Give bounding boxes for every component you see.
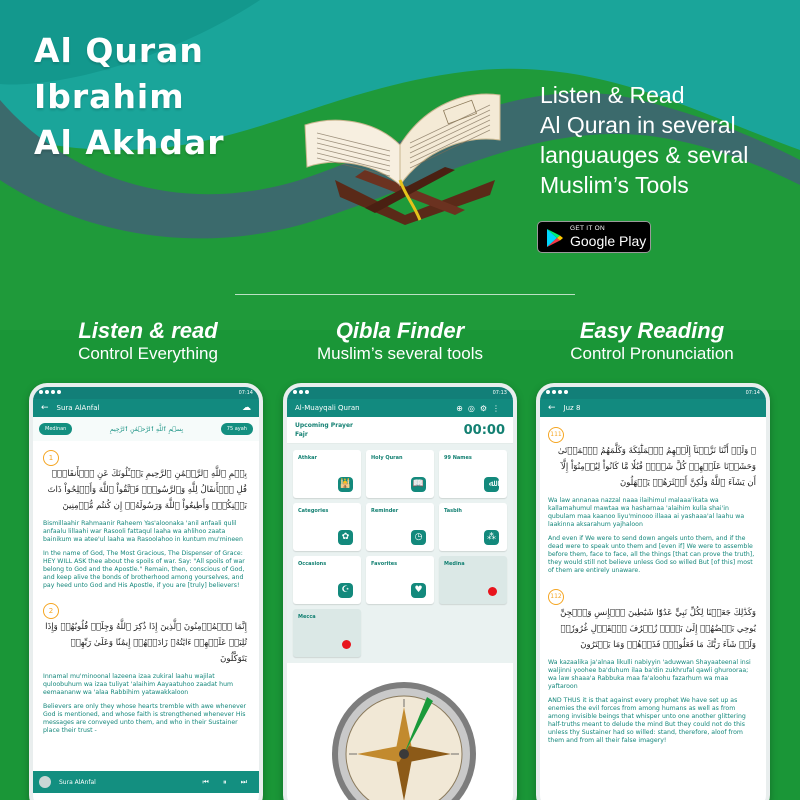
tile-athkar[interactable]	[293, 450, 361, 498]
verse-transliteration: Wa law annanaa nazzal naaa ilaihimul malaaa'ikata wa kallamahumul mawtaa wa hasharnaa 'alaihim kulla shai'in qubulam maa kaanoo liyu'minooo illaaa ai yashaaa'al laahu wa laakinna aksarahum yajhaloon	[548, 497, 745, 528]
revelation-badge: Medinan	[39, 423, 72, 435]
tile-medina[interactable]	[439, 556, 507, 604]
clock-icon: ◷	[411, 530, 426, 545]
surah-info-bar	[33, 417, 259, 441]
status-bar	[287, 387, 513, 399]
tile-favorites[interactable]	[366, 556, 434, 604]
feature-title: Qibla Finder	[335, 318, 465, 343]
verse-translation: Believers are only they whose hearts tremble with awe whenever God is mentioned, and whose faith is strengthened whenever His messages are conveyed unto them, and who in their Sustainer place their trust -	[43, 703, 247, 734]
record-dot-icon	[488, 587, 497, 596]
feature-title: Listen & read	[78, 318, 218, 343]
notification-dots	[546, 390, 570, 396]
verse-arabic: إِنَّمَا ٱلۡمُؤۡمِنُونَ ٱلَّذِينَ إِذَا ذُكِرَ ٱللَّهُ وَجِلَتۡ قُلُوبُهُمۡ وَإِذَا تُلِيَتۡ عَلَيۡهِمۡ ءَايَٰتُهُۥ زَادَتۡهُمۡ إِيمَٰنٗا وَعَلَىٰ رَبِّهِمۡ يَتَوَكَّلُونَ	[45, 622, 247, 664]
title-line-3: Al Akhdar	[34, 123, 225, 162]
tile-label: Medina	[444, 561, 465, 567]
categories-icon: ✿	[338, 530, 353, 545]
status-time: 07:14	[745, 390, 760, 396]
player-controls[interactable]: ⏮ ⏸ ⏭	[202, 777, 253, 786]
tile-label: Tasbih	[444, 508, 462, 514]
section-divider	[235, 294, 575, 295]
player-title: Sura AlAnfal	[59, 778, 96, 786]
status-time: 07:13	[492, 390, 507, 396]
verse-item[interactable]	[540, 417, 766, 579]
feature-listen	[18, 318, 278, 364]
verse-number: 112	[548, 589, 564, 605]
feature-subtitle: Control Everything	[78, 344, 218, 363]
tile-label: Occasions	[298, 561, 327, 567]
app-bar	[540, 399, 766, 417]
tile-label: Categories	[298, 508, 329, 514]
app-title	[34, 28, 224, 166]
feature-reading	[522, 318, 782, 364]
verse-transliteration: Bismillaahir Rahmaanir Raheem Yas'aloonaka 'anil anfaali qulil anfaalu lillaahi war Rasooli fattaqul laaha wa ahlihoo zaata bainikum wa atee'ul laaha wa Rasoolahoo in kuntum mu'mineen	[43, 520, 243, 543]
verse-translation: In the name of God, The Most Gracious, The Dispenser of Grace: HEY WILL ASK thee about the spoils of war. Say: "All spoils of war belong to God and the Apostle." Remain, then, conscious of God, and keep alive the bonds of brotherhood among yourselves, and pay heed unto God and His Apostle, if you are [truly] believers!	[43, 550, 245, 589]
qibla-compass-icon[interactable]	[329, 679, 479, 800]
back-arrow-icon[interactable]: ←	[548, 403, 556, 413]
tile-reminder[interactable]	[366, 503, 434, 551]
tile-label: 99 Names	[444, 455, 472, 461]
verse-translation: And even if We were to send down angels unto them, and if the dead were to speak unto them and [even if] We were to assemble before them, face to face, all the things [that can prove the truth], they would still not believe unless God so willed But [of this] most of them are entirely unaware.	[548, 535, 755, 574]
download-cloud-icon[interactable]: ☁	[242, 403, 251, 413]
tile-label: Mecca	[298, 614, 316, 620]
quran-icon: 📖	[411, 477, 426, 492]
notification-dots	[39, 390, 63, 396]
tasbih-icon: ⁂	[484, 530, 499, 545]
feature-subtitle: Muslim’s several tools	[317, 344, 483, 363]
phone-qibla-tools	[283, 383, 517, 800]
basmala: بِسۡمِ ٱللَّهِ ٱلرَّحۡمَٰنِ ٱلرَّحِيمِ	[110, 425, 184, 433]
app-bar	[33, 399, 259, 417]
tagline	[540, 80, 748, 200]
names-icon: ﷲ	[484, 477, 499, 492]
verse-arabic: وَكَذَٰلِكَ جَعَلۡنَا لِكُلِّ نَبِيٍّ عَدُوّٗا شَيَٰطِينَ ٱلۡإِنسِ وَٱلۡجِنِّ يُوحِي بَعۡضُهُمۡ إِلَىٰ بَعۡضٖ زُخۡرُفَ ٱلۡقَوۡلِ غُرُورٗاۚ وَلَوۡ شَآءَ رَبُّكَ مَا فَعَلُوهُۖ فَذَرۡهُمۡ وَمَا يَفۡتَرُونَ	[560, 608, 756, 650]
notification-dots	[293, 390, 311, 396]
google-play-icon	[546, 228, 564, 248]
tile-tasbih[interactable]	[439, 503, 507, 551]
verse-translation: AND THUS it is that against every prophet We have set up as enemies the evil forces from among humans as well as from among invisible beings that whisper unto one another glittering half-truths meant to delude the mind But they could not do this unless thy Sustainer had so willed: stand, therefore, aloof from them and from all their false imagery!	[548, 697, 746, 744]
verse-transliteration: Innamal mu'minoonal lazeena izaa zukiral laahu wajilat quloobuhum wa izaa tuliyat 'alaihim Aayaatuhoo zaadat hum eemaananw wa 'alaa Rabbihim yatawakkaloon	[43, 673, 234, 696]
prayer-label: Upcoming Prayer	[295, 422, 353, 429]
app-bar-title: Juz 8	[563, 404, 581, 412]
status-time: 07:14	[238, 390, 253, 396]
appbar-actions[interactable]: ⊕◎⚙⋮	[456, 403, 505, 413]
tile-label: Reminder	[371, 508, 399, 514]
tile-categories[interactable]	[293, 503, 361, 551]
tile-mecca[interactable]	[293, 609, 361, 657]
tagline-line-4: Muslim’s Tools	[540, 172, 689, 198]
tagline-line-1: Listen & Read	[540, 82, 685, 108]
verse-number: 2	[43, 603, 59, 619]
verse-item[interactable]	[33, 441, 259, 594]
title-line-2: Ibrahim	[34, 77, 185, 116]
audio-player-bar[interactable]	[33, 771, 259, 793]
google-play-big-text: Google Play	[570, 233, 647, 249]
record-dot-icon	[342, 640, 351, 649]
ayah-count-badge: 75 ayah	[221, 423, 253, 435]
phone-easy-reading	[536, 383, 770, 800]
tools-grid	[287, 444, 513, 663]
status-bar	[33, 387, 259, 399]
feature-subtitle: Control Pronunciation	[570, 344, 734, 363]
quran-book-illustration	[295, 85, 515, 225]
verse-number: 1	[43, 450, 59, 466]
verse-transliteration: Wa kazaalika ja'alnaa likulli nabiyyin 'aduwwan Shayaateenal insi waljinni yoohee ba'duhum ilaa ba'din zukhrufal qawli ghurooraa; wa law shaaa'a Rabbuka maa fa'aloohu fazarhum wa maa yaftaroon	[548, 659, 751, 690]
back-arrow-icon[interactable]: ←	[41, 403, 49, 413]
app-bar-title: Sura AlAnfal	[56, 404, 100, 412]
heart-icon: ♥	[411, 583, 426, 598]
verse-item[interactable]	[540, 579, 766, 749]
crescent-icon: ☪	[338, 583, 353, 598]
tile-label: Holy Quran	[371, 455, 403, 461]
tile-holy-quran[interactable]	[366, 450, 434, 498]
tile-occasions[interactable]	[293, 556, 361, 604]
verse-arabic: بِسۡمِ ٱللَّهِ ٱلرَّحۡمَٰنِ ٱلرَّحِيمِ يَسۡـَٔلُونَكَ عَنِ ٱلۡأَنفَالِۖ قُلِ ٱلۡأَنفَالُ لِلَّهِ وَٱلرَّسُولِۖ فَٱتَّقُواْ ٱللَّهَ وَأَصۡلِحُواْ ذَاتَ بَيۡنِكُمۡۖ وَأَطِيعُواْ ٱللَّهَ وَرَسُولَهُۥٓ إِن كُنتُم مُّؤۡمِنِينَ	[47, 469, 247, 511]
prayer-countdown: 00:00	[463, 422, 505, 438]
upcoming-prayer-card	[287, 417, 513, 444]
feature-qibla	[270, 318, 530, 364]
google-play-badge[interactable]	[537, 221, 651, 253]
title-line-1: Al Quran	[34, 31, 204, 70]
status-bar	[540, 387, 766, 399]
mosque-icon: 🕌	[338, 477, 353, 492]
verse-arabic: ۞ وَلَوۡ أَنَّنَا نَزَّلۡنَآ إِلَيۡهِمُ ٱلۡمَلَٰٓئِكَةَ وَكَلَّمَهُمُ ٱلۡمَوۡتَىٰ وَحَشَرۡنَا عَلَيۡهِمۡ كُلَّ شَيۡءٖ قُبُلٗا مَّا كَانُواْ لِيُؤۡمِنُوٓاْ إِلَّآ أَن يَشَآءَ ٱللَّهُ وَلَٰكِنَّ أَكۡثَرَهُمۡ يَجۡهَلُونَ	[557, 446, 756, 488]
app-bar	[287, 399, 513, 417]
app-bar-title: Al-Muayqali Quran	[295, 404, 360, 412]
phone-listen-read	[29, 383, 263, 800]
feature-title: Easy Reading	[579, 318, 725, 343]
prayer-name: Fajr	[295, 431, 308, 438]
tagline-line-2: Al Quran in several	[540, 112, 736, 138]
google-play-small-text: GET IT ON	[570, 225, 605, 232]
tagline-line-3: languauges & sevral	[540, 142, 749, 168]
tile-label: Favorites	[371, 561, 398, 567]
album-disc-icon	[39, 776, 51, 788]
tile-label: Athkar	[298, 455, 317, 461]
verse-item[interactable]	[33, 594, 259, 739]
tile-99-names[interactable]	[439, 450, 507, 498]
verse-number: 111	[548, 427, 564, 443]
